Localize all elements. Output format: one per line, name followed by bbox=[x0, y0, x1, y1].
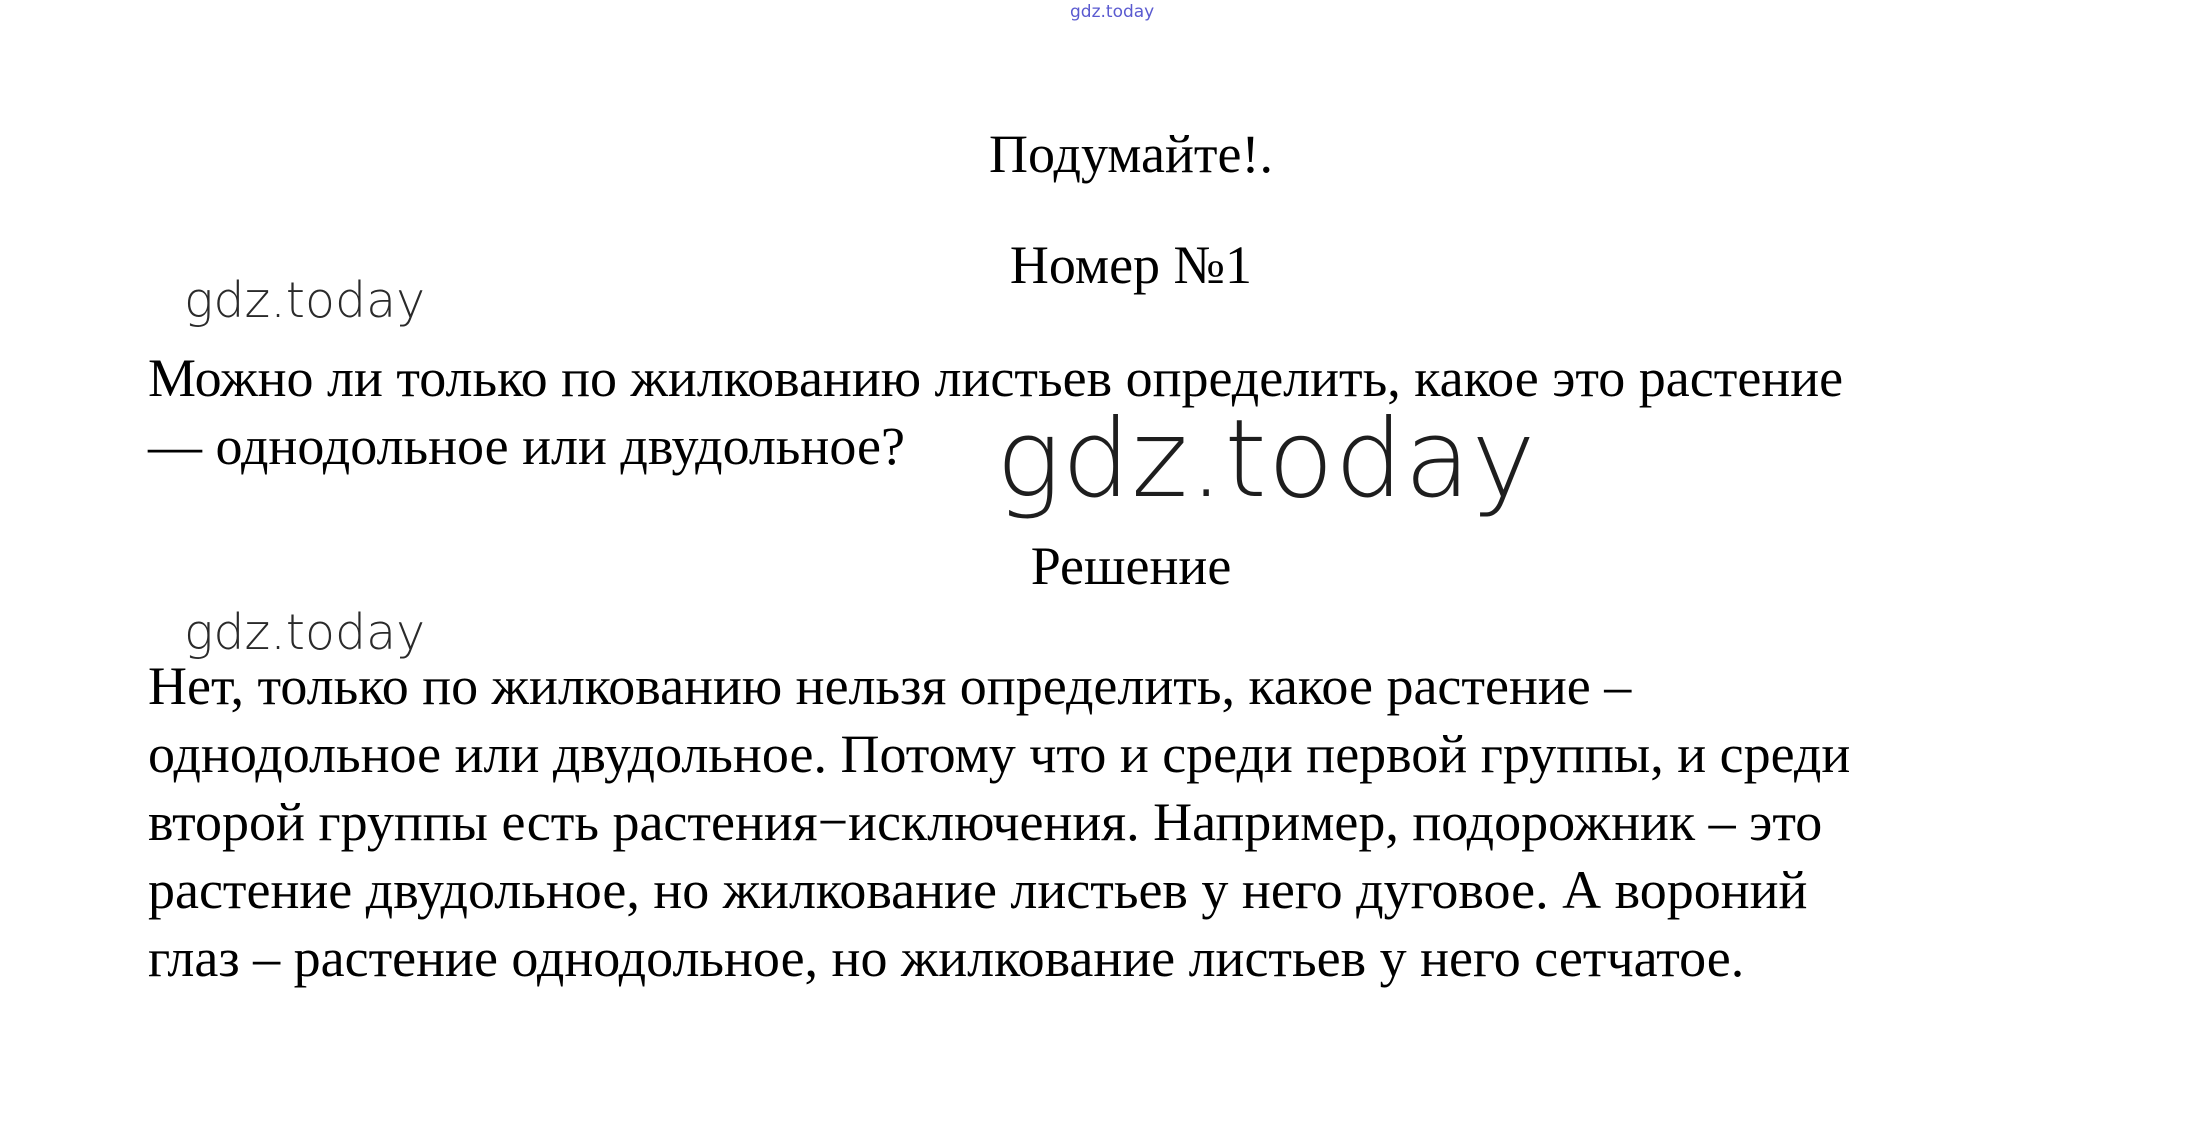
answer-line: однодольное или двудольное. Потому что и среди первой группы, и среди bbox=[148, 724, 1851, 784]
task-number: Номер №1 bbox=[1009, 235, 1253, 295]
watermark-left-upper: gdz.today bbox=[184, 272, 426, 329]
answer-line: растение двудольное, но жилкование листьев у него дуговое. А вороний bbox=[148, 860, 1808, 920]
watermark-left-lower: gdz.today bbox=[184, 604, 426, 661]
answer-text bbox=[148, 652, 2128, 992]
watermark-top: gdz.today bbox=[1070, 2, 1155, 22]
page-title: Подумайте!. bbox=[989, 124, 1273, 184]
question-line: Можно ли только по жилкованию листьев определить, какое это растение bbox=[148, 348, 1844, 408]
watermark-center: gdz.today bbox=[996, 397, 1537, 522]
answer-line: глаз – растение однодольное, но жилкование листьев у него сетчатое. bbox=[148, 928, 1745, 988]
answer-line: Нет, только по жилкованию нельзя определить, какое растение – bbox=[148, 656, 1632, 716]
question-line: — однодольное или двудольное? bbox=[148, 416, 905, 476]
answer-line: второй группы есть растения−исключения. Например, подорожник – это bbox=[148, 792, 1823, 852]
solution-heading: Решение bbox=[1030, 536, 1232, 596]
